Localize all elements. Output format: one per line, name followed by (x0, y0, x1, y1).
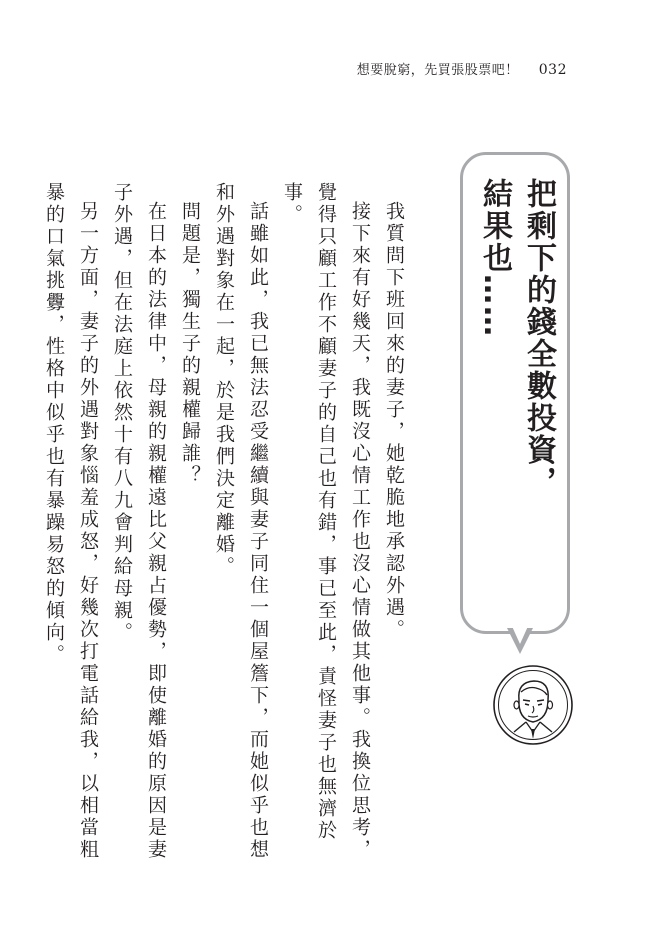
paragraph-5: 在日本的法律中，母親的親權遠比父親占優勢，即使離婚的原因是妻子外遇，但在法庭上依然十有八九會判給母親。 (111, 182, 167, 861)
speech-bubble-tail (507, 628, 533, 654)
callout-headline (472, 178, 560, 498)
paragraph-3: 話雖如此，我已無法忍受繼續與妻子同住一個屋簷下，而她似乎也想和外遇對象在一起，於是我們決定離婚。 (213, 182, 269, 861)
paragraph-2: 接下來有好幾天，我既沒心情工作也沒心情做其他事。我換位思考，覺得只顧工作不顧妻子的自己也有錯，事已至此，責怪妻子也無濟於事。 (281, 182, 371, 861)
paragraph-6: 另一方面，妻子的外遇對象惱羞成怒，好幾次打電話給我，以相當粗暴的口氣挑釁，性格中似乎也有暴躁易怒的傾向。 (43, 182, 99, 861)
man-face-icon (492, 664, 574, 746)
paragraph-4: 問題是，獨生子的親權歸誰？ (179, 201, 201, 487)
paragraph-1: 我質問下班回來的妻子，她乾脆地承認外遇。 (383, 201, 405, 641)
headline-line-2: 結果也…… (477, 178, 512, 338)
headline-line-1: 把剩下的錢全數投資， (521, 178, 556, 498)
page-number: 032 (538, 62, 567, 78)
running-header (357, 59, 567, 78)
chapter-title: 想要脫窮，先買張股票吧！ (356, 63, 519, 78)
body-text (37, 182, 411, 882)
